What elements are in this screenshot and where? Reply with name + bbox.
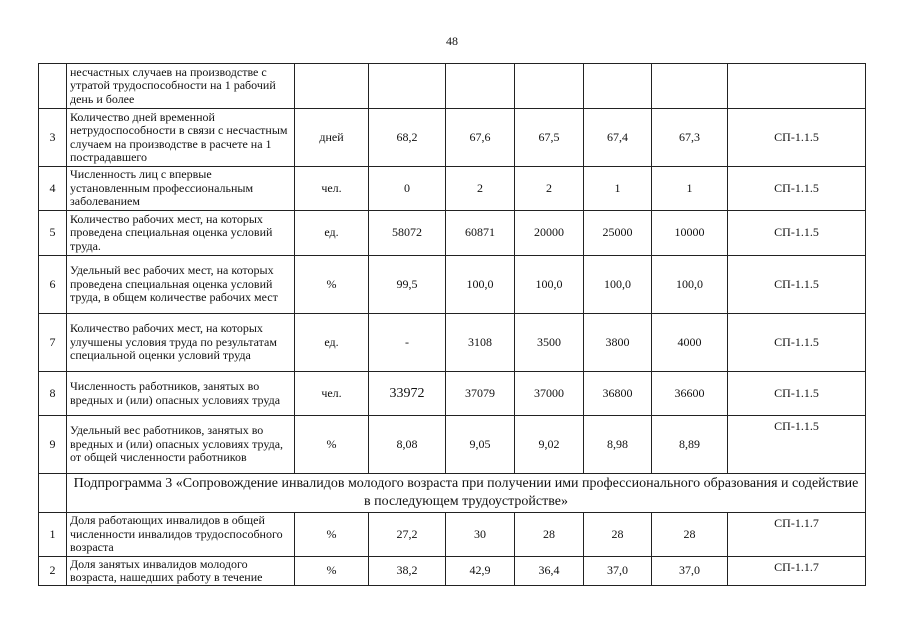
row-number: 5: [39, 211, 67, 256]
value-cell: 33972: [369, 372, 446, 416]
value-cell: 28: [652, 513, 728, 557]
unit-cell: [295, 64, 369, 109]
value-cell: -: [369, 314, 446, 372]
value-cell: 99,5: [369, 256, 446, 314]
reference-cell: СП-1.1.5: [728, 211, 866, 256]
reference-cell: СП-1.1.5: [728, 167, 866, 211]
subprogram-header-row: [39, 474, 866, 513]
reference-cell: СП-1.1.7: [728, 557, 866, 586]
unit-cell: %: [295, 557, 369, 586]
value-cell: 4000: [652, 314, 728, 372]
subprogram-number-cell: [39, 474, 67, 513]
reference-cell: СП-1.1.5: [728, 256, 866, 314]
subprogram-title: Подпрограмма 3 «Сопровождение инвалидов молодого возраста при получении ими профессионального образования и содействие в последующем трудоустройстве»: [67, 474, 866, 513]
indicator-name: Доля занятых инвалидов молодого возраста, нашедших работу в течение: [67, 557, 295, 586]
indicator-name: Удельный вес работников, занятых во вредных и (или) опасных условиях труда, от общей численности работников: [67, 416, 295, 474]
value-cell: 37,0: [652, 557, 728, 586]
value-cell: 36,4: [515, 557, 584, 586]
reference-cell: СП-1.1.5: [728, 372, 866, 416]
indicator-name: Количество дней временной нетрудоспособности в связи с несчастным случаем на производстве в расчете на 1 пострадавшего: [67, 109, 295, 167]
value-cell: 67,4: [584, 109, 652, 167]
value-cell: 8,89: [652, 416, 728, 474]
unit-cell: %: [295, 256, 369, 314]
indicator-name: Численность работников, занятых во вредных и (или) опасных условиях труда: [67, 372, 295, 416]
table-row: [39, 314, 866, 372]
value-cell: 67,6: [446, 109, 515, 167]
value-cell: [584, 64, 652, 109]
value-cell: 30: [446, 513, 515, 557]
value-cell: 25000: [584, 211, 652, 256]
row-number: 2: [39, 557, 67, 586]
unit-cell: чел.: [295, 167, 369, 211]
value-cell: 100,0: [584, 256, 652, 314]
indicator-name: Количество рабочих мест, на которых проведена специальная оценка условий труда.: [67, 211, 295, 256]
table-row: [39, 109, 866, 167]
value-cell: 20000: [515, 211, 584, 256]
value-cell: [369, 64, 446, 109]
value-cell: 27,2: [369, 513, 446, 557]
value-cell: 28: [584, 513, 652, 557]
row-number: 1: [39, 513, 67, 557]
table-row: [39, 211, 866, 256]
value-cell: 36600: [652, 372, 728, 416]
row-number: 7: [39, 314, 67, 372]
value-cell: 2: [515, 167, 584, 211]
unit-cell: чел.: [295, 372, 369, 416]
value-cell: 58072: [369, 211, 446, 256]
unit-cell: ед.: [295, 314, 369, 372]
value-cell: 9,02: [515, 416, 584, 474]
value-cell: 0: [369, 167, 446, 211]
value-cell: 1: [652, 167, 728, 211]
unit-cell: %: [295, 513, 369, 557]
row-number: [39, 64, 67, 109]
table-row: [39, 64, 866, 109]
value-cell: 67,5: [515, 109, 584, 167]
value-cell: 100,0: [652, 256, 728, 314]
value-cell: 10000: [652, 211, 728, 256]
unit-cell: ед.: [295, 211, 369, 256]
value-cell: 3800: [584, 314, 652, 372]
value-cell: 2: [446, 167, 515, 211]
row-number: 8: [39, 372, 67, 416]
indicator-name: Численность лиц с впервые установленным профессиональным заболеванием: [67, 167, 295, 211]
value-cell: [446, 64, 515, 109]
indicator-name: Количество рабочих мест, на которых улучшены условия труда по результатам специальной оценки условий труда: [67, 314, 295, 372]
value-cell: 42,9: [446, 557, 515, 586]
reference-cell: СП-1.1.5: [728, 109, 866, 167]
value-cell: 1: [584, 167, 652, 211]
value-cell: 67,3: [652, 109, 728, 167]
table-row: [39, 372, 866, 416]
table-row: [39, 513, 866, 557]
value-cell: 28: [515, 513, 584, 557]
table-row: [39, 167, 866, 211]
value-cell: 100,0: [515, 256, 584, 314]
row-number: 3: [39, 109, 67, 167]
row-number: 4: [39, 167, 67, 211]
value-cell: 68,2: [369, 109, 446, 167]
value-cell: 3500: [515, 314, 584, 372]
indicator-name: Доля работающих инвалидов в общей численности инвалидов трудоспособного возраста: [67, 513, 295, 557]
value-cell: 8,08: [369, 416, 446, 474]
value-cell: 36800: [584, 372, 652, 416]
reference-cell: СП-1.1.5: [728, 314, 866, 372]
value-cell: 37079: [446, 372, 515, 416]
value-cell: 3108: [446, 314, 515, 372]
reference-cell: СП-1.1.7: [728, 513, 866, 557]
value-cell: 37000: [515, 372, 584, 416]
value-cell: 9,05: [446, 416, 515, 474]
indicators-table: [38, 63, 866, 586]
table-row: [39, 416, 866, 474]
value-cell: 38,2: [369, 557, 446, 586]
value-cell: [515, 64, 584, 109]
value-cell: [652, 64, 728, 109]
table-row: [39, 256, 866, 314]
value-cell: 60871: [446, 211, 515, 256]
row-number: 9: [39, 416, 67, 474]
indicator-name: Удельный вес рабочих мест, на которых проведена специальная оценка условий труда, в общем количестве рабочих мест: [67, 256, 295, 314]
indicator-name: несчастных случаев на производстве с утратой трудоспособности на 1 рабочий день и более: [67, 64, 295, 109]
reference-cell: СП-1.1.5: [728, 416, 866, 474]
unit-cell: %: [295, 416, 369, 474]
value-cell: 100,0: [446, 256, 515, 314]
table-row: [39, 557, 866, 586]
value-cell: 37,0: [584, 557, 652, 586]
page-number: 48: [446, 34, 458, 48]
value-cell: 8,98: [584, 416, 652, 474]
unit-cell: дней: [295, 109, 369, 167]
reference-cell: [728, 64, 866, 109]
row-number: 6: [39, 256, 67, 314]
